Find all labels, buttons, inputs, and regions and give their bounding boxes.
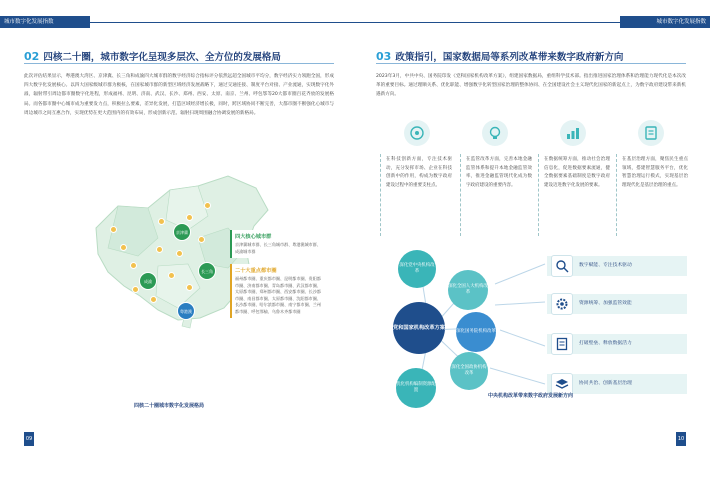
left-page-number: 09 <box>24 432 34 446</box>
bubble-state-council: 深化国务院机构改革 <box>456 312 496 352</box>
band-co-governance: 协同共治、创新基层治理 <box>547 374 687 394</box>
left-section-rule <box>24 63 334 64</box>
legend-core <box>230 230 325 258</box>
right-section-heading: 政策指引，国家数据局等系列改革带来数字政府新方向 <box>395 52 624 63</box>
left-section-heading: 四核二十圈，城市数字化呈现多层次、全方位的发展格局 <box>43 52 281 63</box>
card-divider <box>616 154 617 236</box>
map-dot <box>186 214 193 221</box>
card-icon-tech <box>404 120 430 146</box>
card-divider <box>380 154 381 236</box>
card-text-tech: 在科技创新方面，专注技术驱动，充分发挥市场、企业在科技创新中的作用，构成为数字政府建设过程中的重要支柱点。 <box>386 157 452 188</box>
map-node-ygadwq: 粤港澳 <box>177 302 195 320</box>
right-caption: 中央机构改革带来数字政府发展新方向 <box>488 393 574 399</box>
right-section-title <box>376 49 623 63</box>
legend-metro-title: 二十大重点都市圈 <box>235 268 277 274</box>
right-paragraph: 2023年3月，中共中央、国务院印发《党和国家机构改革方案》，组建国家数据局，重组科学技术部。指出推进国家治理体系和治理能力现代化是本次改革的重要目标。通过理顺关系、优化职能、增强数字化转型国家治理的整体协同、在全国建设社会主义现代化国家的新起点上，为数字政府建设带来新机遇新方向。 <box>376 74 686 98</box>
right-page-number: 10 <box>676 432 686 446</box>
map-dot <box>130 262 137 269</box>
map-dot <box>176 250 183 257</box>
card-icon-bulb <box>482 120 508 146</box>
card-text-grassroots: 在基层治理方面，聚焦民生重点领域，搭建智慧服务平台，优化智慧治理运行模式，实现基层治理现代化是基层治理的重点。 <box>622 157 688 188</box>
legend-metro-text: 福州都市圈、重庆都市圈、昆明都市圈、贵阳都市圈、济南都市圈、青岛都市圈、武汉都市圈、太原都市圈、郑州都市圈、西安都市圈、长沙都市圈、南昌都市圈、太原都市圈、沈阳都市圈、长沙都市圈、哈尔滨都市圈、南宁都市圈、兰州都市圈、呼包鄂榆、乌鲁木齐都市圈 <box>235 276 321 314</box>
card-text-regulation: 在监管改革方面，完善本地金融监管体系和提升本地金融监管效率，推进金融监管现代化成为数字政府建设的重要内容。 <box>466 157 532 188</box>
left-section-title <box>24 49 281 63</box>
band-digital-empower: 数字赋能、专注技术驱动 <box>547 256 687 276</box>
legend-metro <box>230 264 325 318</box>
left-caption: 四核二十圈城市数字化发展格局 <box>134 403 205 409</box>
right-section-number: 03 <box>376 50 392 63</box>
band-break-barriers: 打破壁垒、释放数据活力 <box>547 334 687 354</box>
map-dot <box>204 202 211 209</box>
map-dot <box>110 226 117 233</box>
map-dot <box>158 218 165 225</box>
legend-core-text: 京津冀城市群、长三角城市群、粤港澳城市群、成渝城市群 <box>235 242 321 254</box>
map-dot <box>156 246 163 253</box>
map-dot <box>150 296 157 303</box>
bubble-cppcc: 深化全国政协机构改革 <box>450 352 488 390</box>
bubble-party-central: 深化党中央机构改革 <box>398 250 436 288</box>
map-node-cy: 成渝 <box>139 272 157 290</box>
map-node-jjj: 京津冀 <box>173 223 191 241</box>
left-header-rule <box>90 22 355 23</box>
legend-core-title: 四大核心城市群 <box>235 234 272 240</box>
right-section-rule <box>376 63 686 64</box>
map-node-csj: 长三角 <box>198 262 216 280</box>
map-dot <box>198 236 205 243</box>
left-paragraph: 此次评估结果显示，粤港澳大湾区、京津冀、长三角和成渝四大城市群的数字经济综合指标评分依然远超全国城市平均分，数字经济实力领跑全国，形成四大数字化发展核心。以四大国家级城市群为极核，在国家城市群的新型区域经济发展战略下，通过交通连接、制度平台对接、产业流通，实现数字化外溢，辐射带引周边都市圈数字化进程，形成福州、昆明、济南、武汉、长沙、郑州、西安、太原、南京、兰州、呼包鄂等20大都市圈百花齐放的发展格局。而各都市圈中心城市成为重要发力点，积极拉么要素，差异化发展，打造区域经济增长极，同时，跨区域协同不断完善，大都市圈不断强化心城市与周边城市之间互惠合作，实现优势在更大范围内的有效布局，形成创新示范、辐射扫现周围融合协调发展的新格局。 <box>24 74 334 116</box>
bubble-staffing: 优化机构编制资源配置 <box>396 368 436 408</box>
card-icon-clipboard <box>638 120 664 146</box>
card-divider <box>538 154 539 236</box>
map-dot <box>120 244 127 251</box>
map-dot <box>168 272 175 279</box>
bubble-center-plan: 党和国家机构改革方案 <box>393 302 445 354</box>
band-icon-gear <box>551 293 573 315</box>
right-header: 城市数字化发展指数 <box>620 16 710 28</box>
left-header: 城市数字化发展指数 <box>0 16 90 28</box>
band-icon-search <box>551 255 573 277</box>
band-resource-coordination: 资源统筹、加强监管效能 <box>547 294 687 314</box>
right-header-rule <box>355 22 620 23</box>
map-dot <box>186 284 193 291</box>
map-dot <box>132 286 139 293</box>
card-divider <box>460 154 461 236</box>
bubble-npc: 深化全国人大机构改革 <box>448 270 488 310</box>
card-text-data: 在数据统筹方面，推动社会治理信息化，促进数据要素流通，健全数据要素基础制度是数字政府建设迈进数字化发展的要素。 <box>544 157 610 188</box>
left-section-number: 02 <box>24 50 40 63</box>
band-icon-document <box>551 333 573 355</box>
card-icon-chart <box>560 120 586 146</box>
